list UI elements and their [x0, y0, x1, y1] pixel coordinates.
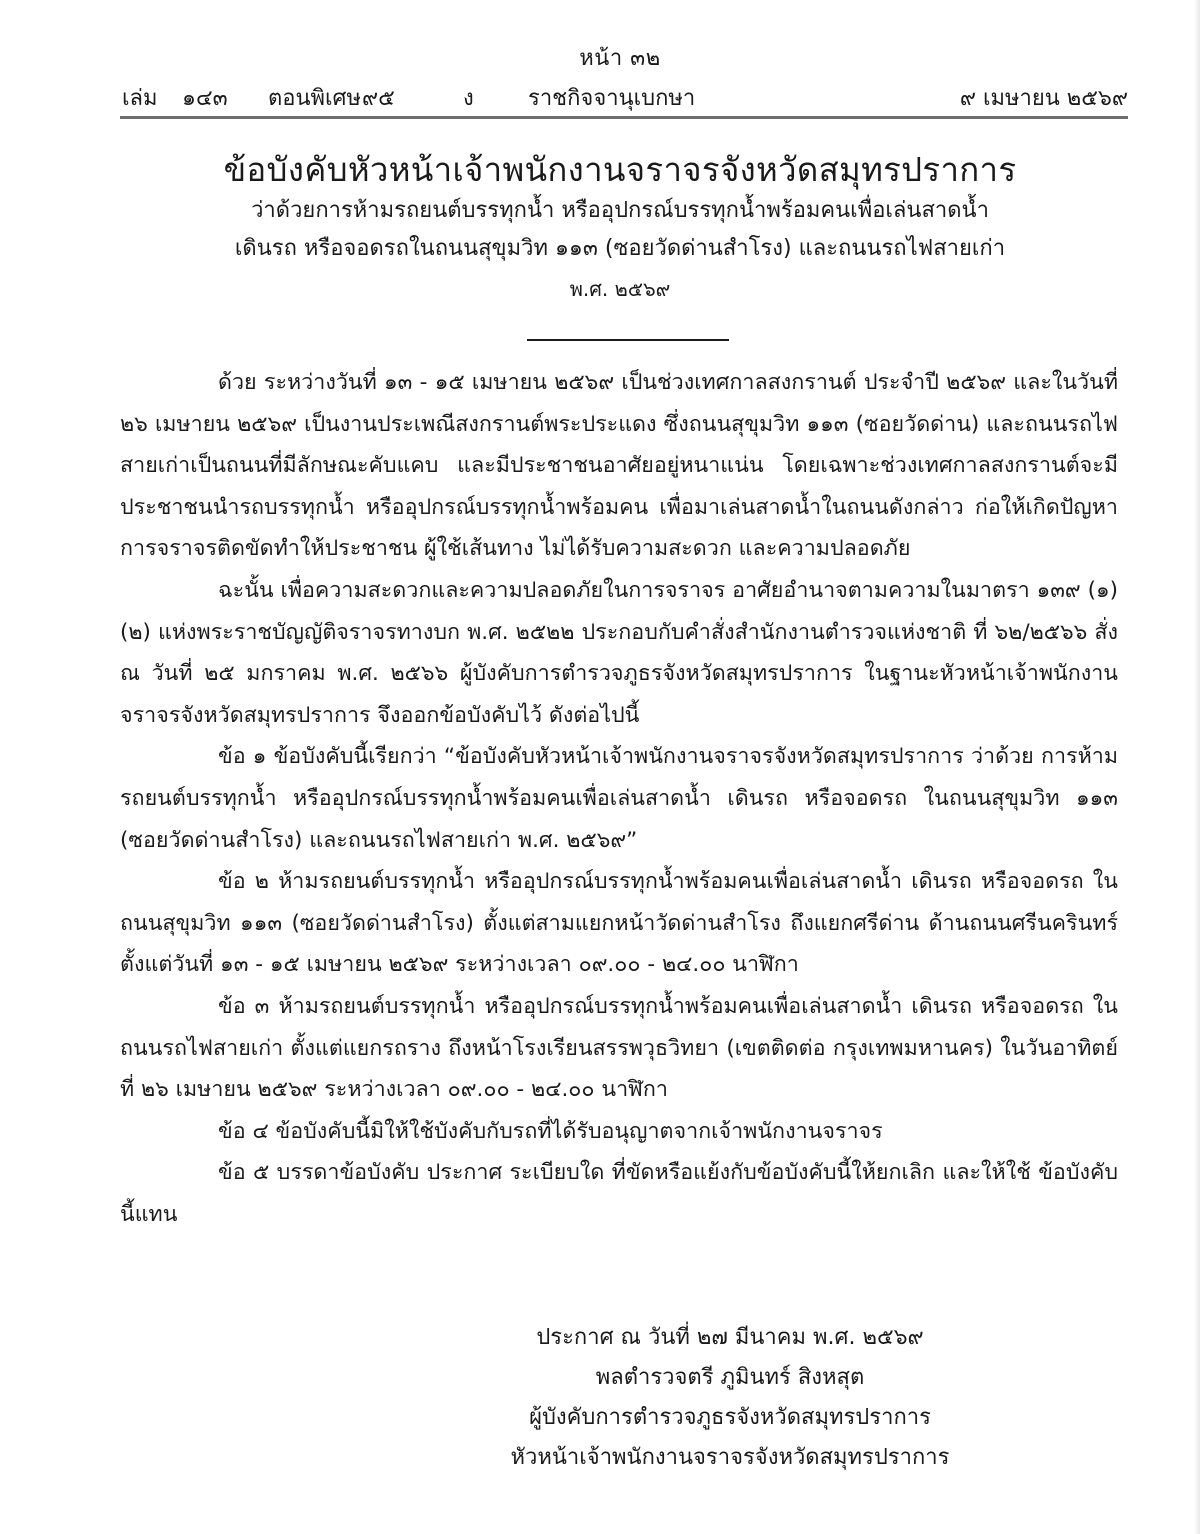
document-subtitle-line-1: ว่าด้วยการห้ามรถยนต์บรรทุกน้ำ หรืออุปกรณ์บรรทุกน้ำพร้อมคนเพื่อเล่นสาดน้ำ — [251, 198, 989, 223]
gazette-date: ๙ เมษายน ๒๕๖๙ — [959, 86, 1128, 111]
section-letter: ง — [463, 86, 474, 111]
document-title: ข้อบังคับหัวหน้าเจ้าพนักงานจราจรจังหวัดสมุทรปราการ — [223, 150, 1017, 189]
document-body — [120, 362, 1118, 1235]
issue-number: ๙๕ — [362, 86, 395, 111]
clause-1: ข้อ ๑ ข้อบังคับนี้เรียกว่า “ข้อบังคับหัวหน้าเจ้าพนักงานจราจรจังหวัดสมุทรปราการ ว่าด้วย การห้ามรถยนต์บรรทุกน้ำ หรืออุปกรณ์บรรทุกน้ำพร้อมคนเพื่อเล่นสาดน้ำ เดินรถ หรือจอดรถ ในถนนสุขุมวิท ๑๑๓ (ซอยวัดด่านสำโรง) และถนนรถไฟสายเก่า พ.ศ. ๒๕๖๙” — [120, 744, 1118, 853]
preamble-paragraph: ด้วย ระหว่างวันที่ ๑๓ - ๑๕ เมษายน ๒๕๖๙ เป็นช่วงเทศกาลสงกรานต์ ประจำปี ๒๕๖๙ และในวันที่ ๒๖ เมษายน ๒๕๖๙ เป็นงานประเพณีสงกรานต์พระประแดง ซึ่งถนนสุขุมวิท ๑๑๓ (ซอยวัดด่าน) และถนนรถไฟสายเก่าเป็นถนนที่มีลักษณะคับแคบ และมีประชาชนอาศัยอยู่หนาแน่น โดยเฉพาะช่วงเทศกาลสงกรานต์จะมีประชาชนนำรถบรรทุกน้ำ หรืออุปกรณ์บรรทุกน้ำพร้อมคน เพื่อมาเล่นสาดน้ำในถนนดังกล่าว ก่อให้เกิดปัญหาการจราจรติดขัดทำให้ประชาชน ผู้ใช้เส้นทาง ไม่ได้รับความสะดวก และความปลอดภัย — [120, 370, 1118, 562]
issue-label: ตอนพิเศษ — [268, 86, 362, 111]
volume-number: ๑๔๓ — [182, 86, 228, 111]
gazette-header — [120, 80, 1128, 114]
gazette-name: ราชกิจจานุเบกษา — [528, 86, 696, 111]
signatory-position-2: หัวหน้าเจ้าพนักงานจราจรจังหวัดสมุทรปราการ — [510, 1445, 950, 1470]
clause-5: ข้อ ๕ บรรดาข้อบังคับ ประกาศ ระเบียบใด ที่ขัดหรือแย้งกับข้อบังคับนี้ให้ยกเลิก และให้ใช้ ข้อบังคับนี้แทน — [120, 1160, 1118, 1227]
authority-paragraph: ฉะนั้น เพื่อความสะดวกและความปลอดภัยในการจราจร อาศัยอำนาจตามความในมาตรา ๑๓๙ (๑) (๒) แห่งพระราชบัญญัติจราจรทางบก พ.ศ. ๒๕๒๒ ประกอบกับคำสั่งสำนักงานตำรวจแห่งชาติ ที่ ๖๒/๒๕๖๖ สั่ง ณ วันที่ ๒๕ มกราคม พ.ศ. ๒๕๖๖ ผู้บังคับการตำรวจภูธรจังหวัดสมุทรปราการ ในฐานะหัวหน้าเจ้าพนักงานจราจรจังหวัดสมุทรปราการ จึงออกข้อบังคับไว้ ดังต่อไปนี้ — [120, 577, 1118, 728]
signatory-name: พลตำรวจตรี ภูมินทร์ สิงหสุต — [595, 1365, 865, 1390]
signature-block — [500, 1318, 960, 1478]
header-divider — [120, 116, 1128, 119]
page-number: หน้า ๓๒ — [579, 46, 661, 71]
volume-label: เล่ม — [122, 86, 158, 111]
document-title-block — [120, 148, 1120, 306]
announcement-date: ประกาศ ณ วันที่ ๒๗ มีนาคม พ.ศ. ๒๕๖๙ — [536, 1325, 924, 1350]
document-subtitle-line-2: เดินรถ หรือจอดรถในถนนสุขุมวิท ๑๑๓ (ซอยวัดด่านสำโรง) และถนนรถไฟสายเก่า — [234, 236, 1006, 261]
page-edge-shadow — [1194, 0, 1200, 1534]
signatory-position-1: ผู้บังคับการตำรวจภูธรจังหวัดสมุทรปราการ — [529, 1405, 931, 1430]
title-divider — [527, 339, 729, 341]
document-year: พ.ศ. ๒๕๖๙ — [569, 277, 671, 301]
clause-2: ข้อ ๒ ห้ามรถยนต์บรรทุกน้ำ หรืออุปกรณ์บรรทุกน้ำพร้อมคนเพื่อเล่นสาดน้ำ เดินรถ หรือจอดรถ ในถนนสุขุมวิท ๑๑๓ (ซอยวัดด่านสำโรง) ตั้งแต่สามแยกหน้าวัดด่านสำโรง ถึงแยกศรีด่าน ด้านถนนศรีนครินทร์ ตั้งแต่วันที่ ๑๓ - ๑๕ เมษายน ๒๕๖๙ ระหว่างเวลา ๐๙.๐๐ - ๒๔.๐๐ นาฬิกา — [120, 869, 1118, 978]
clause-4: ข้อ ๔ ข้อบังคับนี้มิให้ใช้บังคับกับรถที่ได้รับอนุญาตจากเจ้าพนักงานจราจร — [218, 1118, 883, 1144]
clause-3: ข้อ ๓ ห้ามรถยนต์บรรทุกน้ำ หรืออุปกรณ์บรรทุกน้ำพร้อมคนเพื่อเล่นสาดน้ำ เดินรถ หรือจอดรถ ในถนนรถไฟสายเก่า ตั้งแต่แยกรถราง ถึงหน้าโรงเรียนสรรพวุธวิทยา (เขตติดต่อ กรุงเทพมหานคร) ในวันอาทิตย์ที่ ๒๖ เมษายน ๒๕๖๙ ระหว่างเวลา ๐๙.๐๐ - ๒๔.๐๐ นาฬิกา — [120, 993, 1118, 1103]
